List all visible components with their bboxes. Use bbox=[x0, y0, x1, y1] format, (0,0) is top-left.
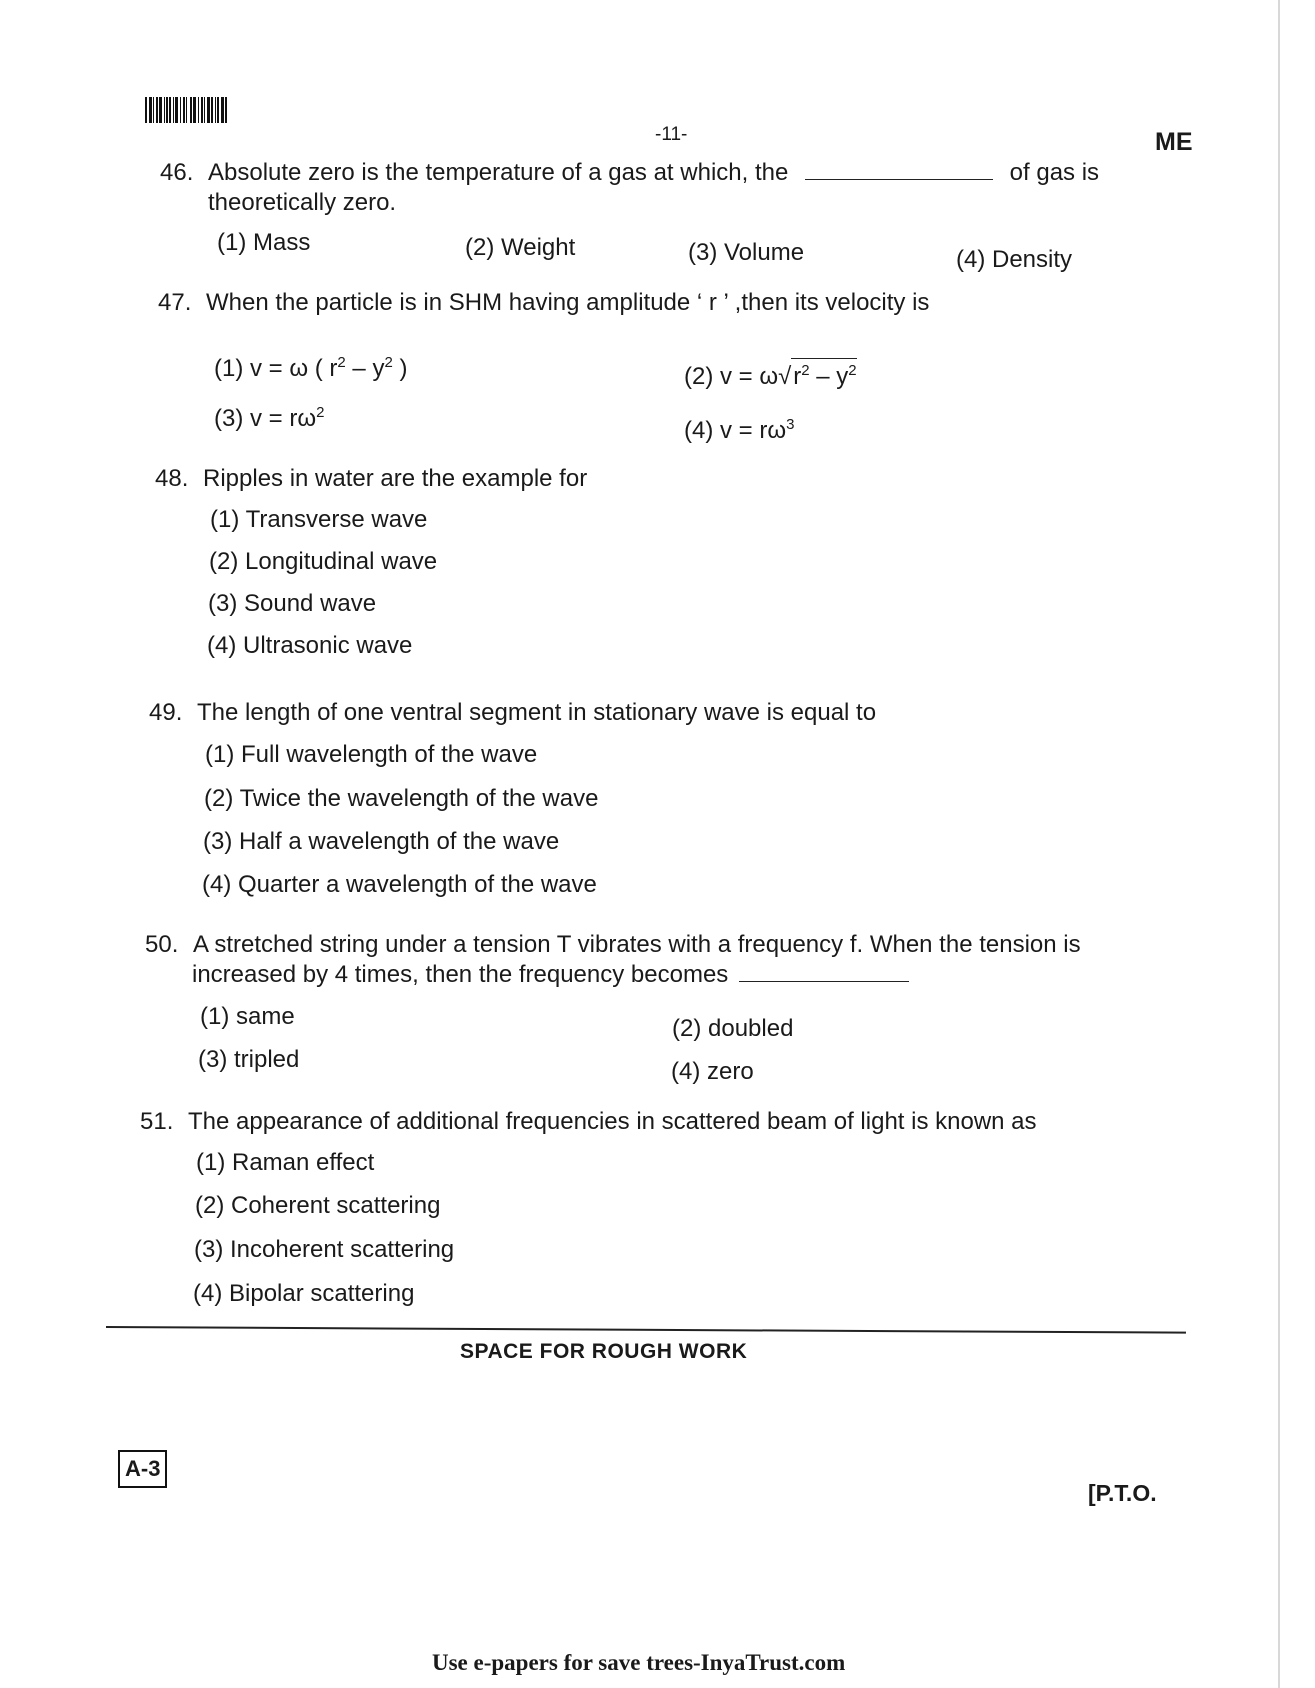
question-50-line2 bbox=[192, 960, 909, 990]
option-4: (4) Quarter a wavelength of the wave bbox=[202, 871, 597, 898]
question-number: 49. bbox=[149, 699, 183, 726]
question-text: A stretched string under a tension T vibrates with a frequency f. When the tension is bbox=[193, 931, 1081, 958]
option-1: (1) Mass bbox=[217, 229, 311, 256]
booklet-code: A-3 bbox=[118, 1450, 167, 1488]
rough-work-divider bbox=[106, 1326, 1186, 1333]
footer-text: Use e-papers for save trees-InyaTrust.com bbox=[432, 1650, 846, 1675]
question-number: 47. bbox=[158, 289, 192, 316]
question-48 bbox=[155, 464, 587, 494]
option-3: (3) Volume bbox=[688, 239, 805, 266]
option-2: (2) Twice the wavelength of the wave bbox=[204, 785, 599, 812]
option-4: (4) $v = r\omega^3$ bbox=[684, 416, 795, 444]
question-text: The appearance of additional frequencies in scattered beam of light is known as bbox=[188, 1108, 1037, 1135]
option-1: (1) Transverse wave bbox=[210, 506, 428, 533]
page-edge bbox=[1278, 0, 1280, 1688]
option-3: (3) Sound wave bbox=[208, 590, 377, 617]
option-text: (2) v = ω bbox=[684, 363, 779, 390]
option-2: (2) $v = \omega√r^2 - y^2$ bbox=[684, 358, 857, 392]
rough-work-label: SPACE FOR ROUGH WORK bbox=[460, 1340, 748, 1363]
option-1: (1) same bbox=[200, 1003, 295, 1030]
question-text: Ripples in water are the example for bbox=[203, 465, 588, 492]
option-1: (1) Raman effect bbox=[196, 1149, 375, 1176]
barcode bbox=[145, 97, 245, 123]
option-text: (3) v = rω bbox=[214, 405, 317, 432]
question-number: 46. bbox=[160, 159, 194, 186]
question-number: 51. bbox=[140, 1108, 174, 1135]
option-1: (1) Full wavelength of the wave bbox=[205, 741, 538, 768]
option-2: (2) Longitudinal wave bbox=[209, 548, 438, 575]
question-text: The length of one ventral segment in stationary wave is equal to bbox=[197, 699, 877, 726]
question-number: 50. bbox=[145, 931, 179, 958]
question-text: Absolute zero is the temperature of a gas at which, the bbox=[208, 159, 789, 186]
option-2: (2) Coherent scattering bbox=[195, 1192, 441, 1219]
option-3: (3) $v = r\omega^2$ bbox=[214, 404, 325, 432]
page-number: -11- bbox=[655, 124, 688, 145]
option-4: (4) Ultrasonic wave bbox=[207, 632, 413, 659]
question-51 bbox=[140, 1107, 1037, 1137]
option-2: (2) doubled bbox=[672, 1015, 794, 1042]
question-46 bbox=[160, 158, 1099, 188]
option-3: (3) Incoherent scattering bbox=[194, 1236, 455, 1263]
pto-marker: [P.T.O. bbox=[1088, 1480, 1157, 1506]
option-text: (1) v = ω ( r bbox=[214, 355, 338, 382]
option-4: (4) Bipolar scattering bbox=[193, 1280, 415, 1307]
option-4: (4) Density bbox=[956, 246, 1073, 273]
question-text: When the particle is in SHM having amplitude ‘ r ’ ,then its velocity is bbox=[206, 289, 930, 316]
question-text: increased by 4 times, then the frequency becomes bbox=[192, 961, 729, 988]
series-code: ME bbox=[1155, 128, 1193, 156]
question-number: 48. bbox=[155, 465, 189, 492]
option-3: (3) Half a wavelength of the wave bbox=[203, 828, 560, 855]
option-4: (4) zero bbox=[671, 1058, 754, 1085]
answer-blank bbox=[739, 981, 909, 982]
option-text: (4) v = rω bbox=[684, 417, 787, 444]
question-50 bbox=[145, 930, 1081, 960]
option-1: (1) v = ω ( $r^2 - y^2$ ) bbox=[214, 354, 408, 382]
option-3: (3) tripled bbox=[198, 1046, 300, 1073]
answer-blank bbox=[805, 179, 993, 180]
question-49 bbox=[149, 698, 876, 728]
question-text-end: of gas is bbox=[1009, 159, 1100, 186]
question-46-line2: theoretically zero. bbox=[208, 189, 397, 216]
question-47 bbox=[158, 288, 929, 318]
option-2: (2) Weight bbox=[465, 234, 576, 261]
